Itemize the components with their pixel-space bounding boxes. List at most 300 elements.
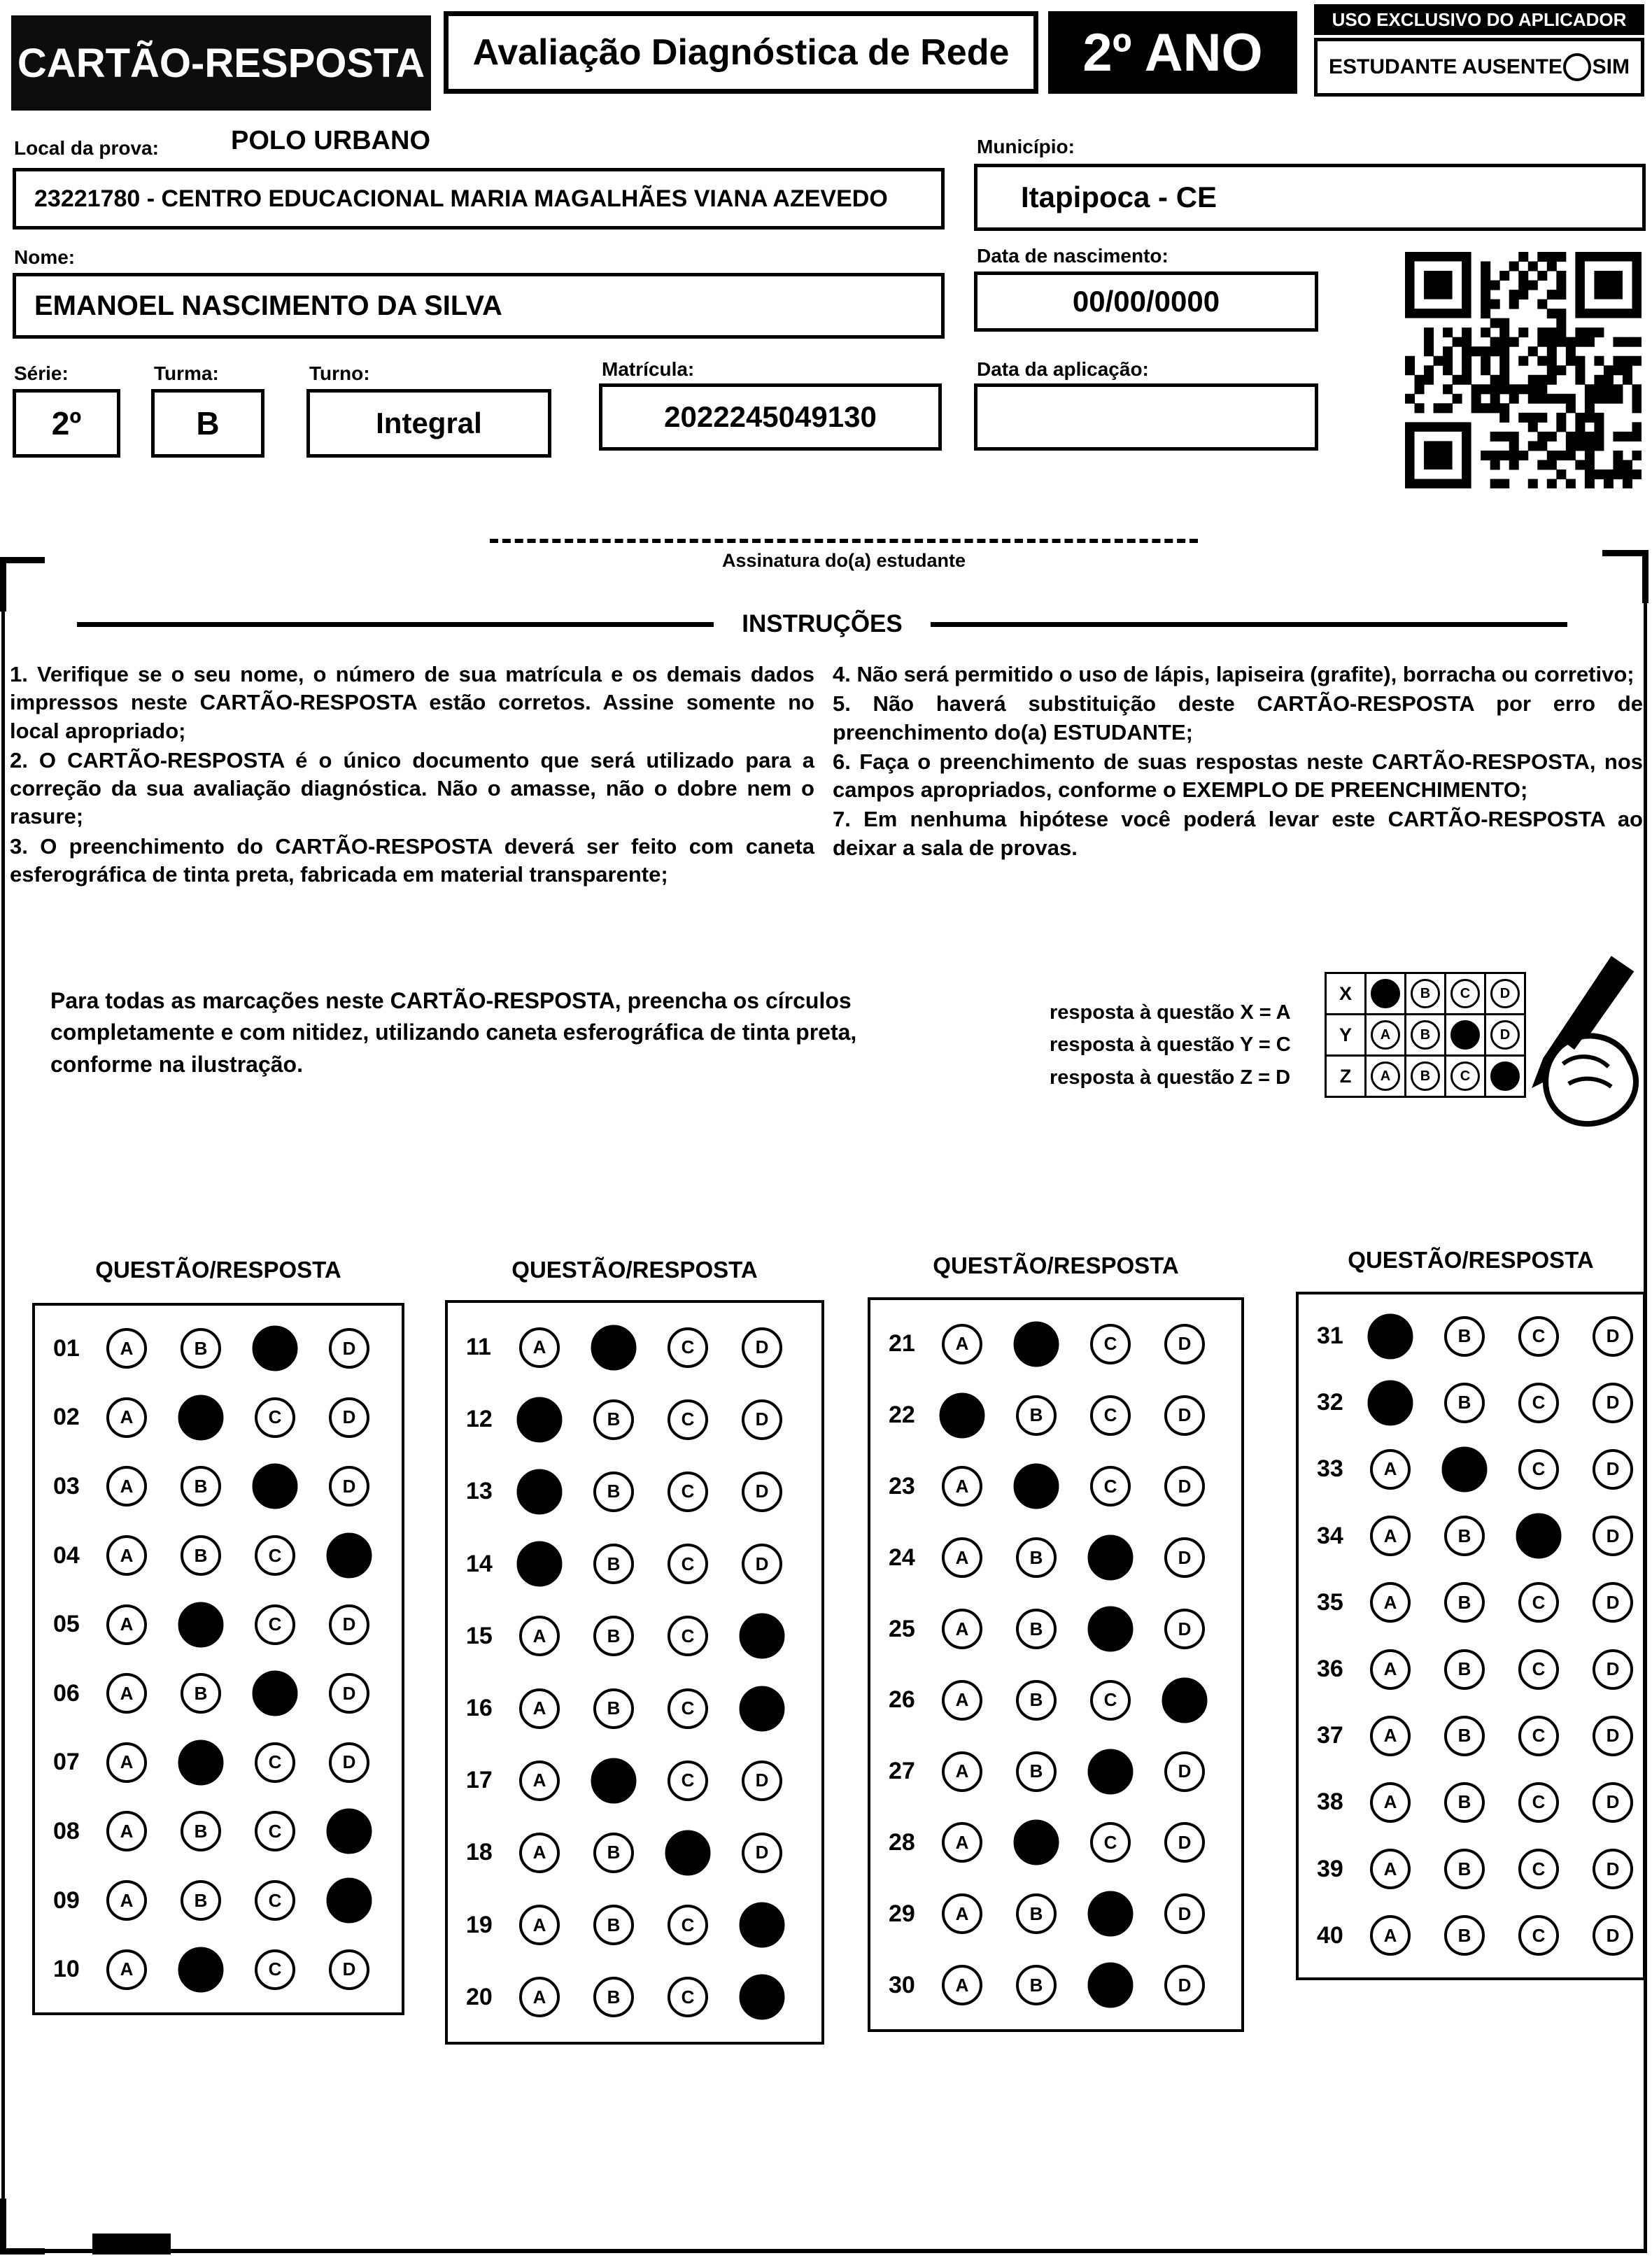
instruction-item: 4. Não será permitido o uso de lápis, lapiseira (grafite), borracha ou corretivo; [833, 662, 1635, 686]
bubble-21-B[interactable]: B [1014, 1321, 1059, 1367]
bubble-09-D[interactable]: D [327, 1878, 372, 1924]
bubble-10-B[interactable]: B [178, 1947, 224, 1992]
bubble-37-A[interactable]: A [1370, 1716, 1411, 1756]
bubble-03-B[interactable]: B [181, 1466, 221, 1506]
student-absent-box [1314, 38, 1644, 97]
answer-row [1299, 1516, 1643, 1556]
bubble-18-B[interactable]: B [593, 1833, 634, 1873]
bubble-30-B[interactable]: B [1016, 1965, 1057, 2005]
question-number: 17 [466, 1767, 493, 1794]
bubble-30-C[interactable]: C [1088, 1963, 1134, 2008]
bubble-17-B[interactable]: B [591, 1758, 637, 1803]
bubble-23-B[interactable]: B [1014, 1464, 1059, 1509]
bubble-28-A[interactable]: A [942, 1822, 982, 1863]
bubble-33-D[interactable]: D [1593, 1449, 1633, 1490]
bubble-37-C[interactable]: C [1518, 1716, 1559, 1756]
answer-row [870, 1395, 1241, 1436]
answer-row [35, 1949, 402, 1990]
example-bubble-Y-D: D [1490, 1020, 1520, 1050]
answer-row [870, 1965, 1241, 2005]
bubble-12-A[interactable]: A [517, 1397, 563, 1442]
bubble-29-B[interactable]: B [1016, 1893, 1057, 1934]
exam-title: Avaliação Diagnóstica de Rede [472, 32, 1010, 73]
bubble-27-C[interactable]: C [1088, 1749, 1134, 1794]
bubble-12-C[interactable]: C [668, 1399, 708, 1440]
bubble-13-D[interactable]: D [742, 1472, 782, 1512]
answers-header-1: QUESTÃO/RESPOSTA [95, 1257, 341, 1283]
matricula-field [599, 383, 942, 451]
question-number: 04 [53, 1541, 80, 1569]
bubble-01-C[interactable]: C [253, 1326, 298, 1371]
aplicador-strip-label: USO EXCLUSIVO DO APLICADOR [1332, 8, 1627, 30]
bubble-18-D[interactable]: D [742, 1833, 782, 1873]
instructions-right [833, 661, 1643, 863]
signature-line[interactable] [490, 539, 1198, 543]
bubble-07-D[interactable]: D [329, 1742, 369, 1783]
example-cell [1404, 1054, 1446, 1098]
example-bubble-Z-C: C [1450, 1061, 1480, 1091]
bubble-40-B[interactable]: B [1444, 1915, 1485, 1956]
question-number: 15 [466, 1622, 493, 1649]
example-bubble-Z-A: A [1371, 1061, 1400, 1091]
bubble-15-A[interactable]: A [519, 1616, 560, 1656]
top-right-crop-mark [1602, 550, 1649, 603]
heading-rule-right [931, 622, 1567, 627]
bubble-19-D[interactable]: D [740, 1903, 785, 1948]
bubble-40-D[interactable]: D [1593, 1915, 1633, 1956]
bubble-31-C[interactable]: C [1518, 1316, 1559, 1357]
answer-row [1299, 1649, 1643, 1690]
absent-option-label: SIM [1592, 55, 1630, 78]
example-legend-line: resposta à questão Z = D [1050, 1066, 1291, 1089]
bubble-04-C[interactable]: C [255, 1535, 295, 1576]
bubble-26-D[interactable]: D [1162, 1677, 1208, 1723]
instruction-item: 3. O preenchimento do CARTÃO-RESPOSTA deverá ser feito com caneta esferográfica de tinta preta, fabricada em material transparente; [10, 833, 814, 887]
answer-row [448, 1977, 821, 2017]
bubble-38-C[interactable]: C [1518, 1782, 1559, 1823]
bubble-35-B[interactable]: B [1444, 1582, 1485, 1623]
question-number: 09 [53, 1886, 80, 1914]
question-number: 07 [53, 1749, 80, 1776]
bubble-30-A[interactable]: A [942, 1965, 982, 2005]
question-number: 39 [1317, 1855, 1343, 1882]
example-bubble-Y-A: A [1371, 1020, 1400, 1050]
bubble-38-B[interactable]: B [1444, 1782, 1485, 1823]
bubble-31-D[interactable]: D [1593, 1316, 1633, 1357]
data-aplicacao-label: Data da aplicação: [977, 358, 1149, 380]
bubble-35-A[interactable]: A [1370, 1582, 1411, 1623]
turma-field [151, 389, 264, 458]
bubble-39-C[interactable]: C [1518, 1849, 1559, 1889]
aplicador-strip [1314, 4, 1644, 35]
bubble-03-A[interactable]: A [106, 1466, 147, 1506]
bubble-07-B[interactable]: B [178, 1740, 224, 1785]
bubble-11-C[interactable]: C [668, 1327, 708, 1368]
bubble-09-A[interactable]: A [106, 1880, 147, 1921]
bubble-19-A[interactable]: A [519, 1905, 560, 1945]
bubble-36-A[interactable]: A [1370, 1649, 1411, 1690]
nome-value: EMANOEL NASCIMENTO DA SILVA [34, 290, 502, 321]
bubble-16-A[interactable]: A [519, 1688, 560, 1729]
bubble-34-B[interactable]: B [1444, 1516, 1485, 1556]
answer-grid-2 [445, 1300, 824, 2045]
bubble-01-B[interactable]: B [181, 1328, 221, 1369]
bubble-07-C[interactable]: C [255, 1742, 295, 1783]
bubble-18-C[interactable]: C [665, 1830, 711, 1875]
answer-row [448, 1327, 821, 1368]
bubble-05-B[interactable]: B [178, 1602, 224, 1647]
bubble-39-D[interactable]: D [1593, 1849, 1633, 1889]
serie-label: Série: [14, 362, 69, 384]
bubble-17-D[interactable]: D [742, 1760, 782, 1801]
bubble-31-A[interactable]: A [1368, 1313, 1413, 1359]
question-number: 33 [1317, 1455, 1343, 1483]
bubble-16-D[interactable]: D [740, 1686, 785, 1731]
bubble-03-D[interactable]: D [329, 1466, 369, 1506]
bubble-06-D[interactable]: D [329, 1673, 369, 1714]
question-number: 10 [53, 1956, 80, 1983]
example-legend [1050, 996, 1291, 1094]
bubble-21-C[interactable]: C [1090, 1324, 1131, 1364]
bubble-39-B[interactable]: B [1444, 1849, 1485, 1889]
bubble-30-D[interactable]: D [1164, 1965, 1205, 2005]
bubble-29-D[interactable]: D [1164, 1893, 1205, 1934]
bubble-07-A[interactable]: A [106, 1742, 147, 1783]
question-number: 08 [53, 1817, 80, 1844]
answer-row [35, 1604, 402, 1645]
bubble-27-B[interactable]: B [1016, 1751, 1057, 1792]
bubble-38-D[interactable]: D [1593, 1782, 1633, 1823]
question-number: 34 [1317, 1522, 1343, 1549]
bubble-23-A[interactable]: A [942, 1466, 982, 1506]
answer-row [1299, 1849, 1643, 1889]
bubble-14-A[interactable]: A [517, 1541, 563, 1587]
bubble-11-A[interactable]: A [519, 1327, 560, 1368]
example-row-label: Z [1325, 1054, 1367, 1098]
heading-rule-left [77, 622, 714, 627]
example-cell [1444, 1013, 1486, 1057]
question-number: 02 [53, 1404, 80, 1431]
matricula-label: Matrícula: [602, 358, 695, 380]
data-nascimento-value: 00/00/0000 [1072, 285, 1220, 318]
answer-grid-1 [32, 1303, 404, 2015]
example-cell [1364, 972, 1406, 1015]
bubble-27-D[interactable]: D [1164, 1751, 1205, 1792]
bubble-19-B[interactable]: B [593, 1905, 634, 1945]
answer-row [448, 1544, 821, 1584]
bubble-04-B[interactable]: B [181, 1535, 221, 1576]
bubble-09-B[interactable]: B [181, 1880, 221, 1921]
card-title: CARTÃO-RESPOSTA [17, 40, 425, 86]
example-bubble-Y-C: C [1450, 1020, 1480, 1050]
bubble-13-C[interactable]: C [668, 1472, 708, 1512]
bubble-15-B[interactable]: B [593, 1616, 634, 1656]
bubble-34-A[interactable]: A [1370, 1516, 1411, 1556]
answer-row [35, 1673, 402, 1714]
question-number: 38 [1317, 1788, 1343, 1816]
answer-row [870, 1609, 1241, 1649]
bottom-left-crop-mark [0, 2199, 45, 2255]
bubble-09-C[interactable]: C [255, 1880, 295, 1921]
example-cell [1404, 972, 1446, 1015]
example-bubble-Y-B: B [1411, 1020, 1440, 1050]
question-number: 01 [53, 1334, 80, 1362]
example-row-label: Y [1325, 1013, 1367, 1057]
bubble-37-D[interactable]: D [1593, 1716, 1633, 1756]
bubble-40-A[interactable]: A [1370, 1915, 1411, 1956]
example-row-label: X [1325, 972, 1367, 1015]
bubble-24-A[interactable]: A [942, 1537, 982, 1578]
bubble-25-D[interactable]: D [1164, 1609, 1205, 1649]
bubble-33-B[interactable]: B [1442, 1446, 1488, 1492]
bubble-23-C[interactable]: C [1090, 1466, 1131, 1506]
nome-label: Nome: [14, 246, 76, 268]
answers-header-3: QUESTÃO/RESPOSTA [933, 1253, 1179, 1278]
registration-mark [92, 2234, 171, 2255]
answer-row [35, 1742, 402, 1783]
bubble-02-B[interactable]: B [178, 1395, 224, 1440]
bubble-15-C[interactable]: C [668, 1616, 708, 1656]
bubble-28-D[interactable]: D [1164, 1822, 1205, 1863]
question-number: 23 [889, 1472, 915, 1500]
bubble-31-B[interactable]: B [1444, 1316, 1485, 1357]
example-cell [1404, 1013, 1446, 1057]
instructions-title: INSTRUÇÕES [742, 610, 903, 637]
bubble-02-A[interactable]: A [106, 1397, 147, 1438]
matricula-value: 2022245049130 [664, 400, 877, 433]
question-number: 22 [889, 1402, 915, 1429]
bubble-10-A[interactable]: A [106, 1949, 147, 1990]
bubble-24-C[interactable]: C [1088, 1535, 1134, 1581]
bubble-14-D[interactable]: D [742, 1544, 782, 1584]
bubble-21-D[interactable]: D [1164, 1324, 1205, 1364]
question-number: 11 [466, 1334, 491, 1361]
card-title-box [11, 15, 431, 111]
bubble-33-C[interactable]: C [1518, 1449, 1559, 1490]
bubble-05-C[interactable]: C [255, 1604, 295, 1645]
question-number: 12 [466, 1406, 493, 1433]
bubble-01-A[interactable]: A [106, 1328, 147, 1369]
bubble-32-A[interactable]: A [1368, 1380, 1413, 1425]
answer-row [1299, 1383, 1643, 1423]
bubble-26-A[interactable]: A [942, 1680, 982, 1721]
bubble-22-D[interactable]: D [1164, 1395, 1205, 1436]
question-number: 29 [889, 1900, 915, 1927]
answer-row [35, 1535, 402, 1576]
question-number: 14 [466, 1550, 493, 1577]
answer-row [870, 1822, 1241, 1863]
bubble-02-C[interactable]: C [255, 1397, 295, 1438]
bubble-08-C[interactable]: C [255, 1811, 295, 1851]
turma-label: Turma: [154, 362, 219, 384]
bubble-16-C[interactable]: C [668, 1688, 708, 1729]
example-cell [1364, 1013, 1406, 1057]
question-number: 19 [466, 1911, 493, 1938]
answer-row [870, 1680, 1241, 1721]
bubble-28-C[interactable]: C [1090, 1822, 1131, 1863]
absent-bubble[interactable] [1563, 53, 1591, 81]
bubble-08-A[interactable]: A [106, 1811, 147, 1851]
bubble-13-A[interactable]: A [517, 1469, 563, 1514]
turno-field [306, 389, 551, 458]
bubble-04-D[interactable]: D [327, 1533, 372, 1579]
example-bubble-X-B: B [1411, 979, 1440, 1008]
bubble-27-A[interactable]: A [942, 1751, 982, 1792]
bubble-22-B[interactable]: B [1016, 1395, 1057, 1436]
bubble-19-C[interactable]: C [668, 1905, 708, 1945]
bubble-05-D[interactable]: D [329, 1604, 369, 1645]
bubble-10-D[interactable]: D [329, 1949, 369, 1990]
bubble-24-B[interactable]: B [1016, 1537, 1057, 1578]
answer-row [448, 1688, 821, 1729]
bubble-32-C[interactable]: C [1518, 1383, 1559, 1423]
nome-field [13, 273, 945, 339]
bubble-06-C[interactable]: C [253, 1671, 298, 1716]
answer-row [1299, 1716, 1643, 1756]
grade-label: 2º ANO [1082, 22, 1263, 83]
bubble-34-C[interactable]: C [1516, 1513, 1562, 1559]
question-number: 05 [53, 1611, 80, 1638]
bubble-36-D[interactable]: D [1593, 1649, 1633, 1690]
example-bubble-Z-B: B [1411, 1061, 1440, 1091]
answer-row [448, 1905, 821, 1945]
bubble-24-D[interactable]: D [1164, 1537, 1205, 1578]
answer-row [870, 1324, 1241, 1364]
answer-row [35, 1328, 402, 1369]
question-number: 03 [53, 1472, 80, 1500]
question-number: 18 [466, 1839, 493, 1866]
bubble-11-B[interactable]: B [591, 1325, 637, 1370]
bubble-25-A[interactable]: A [942, 1609, 982, 1649]
example-legend-line: resposta à questão Y = C [1050, 1033, 1291, 1057]
bubble-16-B[interactable]: B [593, 1688, 634, 1729]
answer-row [870, 1466, 1241, 1506]
bubble-23-D[interactable]: D [1164, 1466, 1205, 1506]
bubble-18-A[interactable]: A [519, 1833, 560, 1873]
bubble-06-B[interactable]: B [181, 1673, 221, 1714]
question-number: 35 [1317, 1588, 1343, 1616]
bubble-39-A[interactable]: A [1370, 1849, 1411, 1889]
bubble-11-D[interactable]: D [742, 1327, 782, 1368]
serie-value: 2º [51, 405, 82, 442]
signature-label: Assinatura do(a) estudante [721, 550, 966, 571]
bubble-38-A[interactable]: A [1370, 1782, 1411, 1823]
example-bubble-X-D: D [1490, 979, 1520, 1008]
hand-pen-illustration [1489, 953, 1652, 1131]
bubble-35-C[interactable]: C [1518, 1582, 1559, 1623]
answer-row [1299, 1316, 1643, 1357]
question-number: 13 [466, 1478, 493, 1505]
bubble-02-D[interactable]: D [329, 1397, 369, 1438]
bubble-08-B[interactable]: B [181, 1811, 221, 1851]
bubble-05-A[interactable]: A [106, 1604, 147, 1645]
example-cell [1444, 972, 1486, 1015]
bubble-32-B[interactable]: B [1444, 1383, 1485, 1423]
bubble-08-D[interactable]: D [327, 1809, 372, 1854]
bubble-20-B[interactable]: B [593, 1977, 634, 2017]
bubble-29-A[interactable]: A [942, 1893, 982, 1934]
bubble-37-B[interactable]: B [1444, 1716, 1485, 1756]
bubble-01-D[interactable]: D [329, 1328, 369, 1369]
bubble-15-D[interactable]: D [740, 1614, 785, 1659]
bubble-33-A[interactable]: A [1370, 1449, 1411, 1490]
answer-row [448, 1833, 821, 1873]
question-number: 27 [889, 1758, 915, 1785]
bubble-03-C[interactable]: C [253, 1464, 298, 1509]
bubble-34-D[interactable]: D [1593, 1516, 1633, 1556]
answers-header-2: QUESTÃO/RESPOSTA [511, 1257, 758, 1283]
answer-row [448, 1616, 821, 1656]
question-number: 25 [889, 1615, 915, 1642]
instruction-item: 2. O CARTÃO-RESPOSTA é o único documento que será utilizado para a correção da sua avaliação diagnóstica. Não o amasse, não o dobre nem o rasure; [10, 747, 814, 829]
bubble-29-C[interactable]: C [1088, 1891, 1134, 1937]
answer-row [870, 1751, 1241, 1792]
answer-row [870, 1537, 1241, 1578]
question-number: 16 [466, 1695, 493, 1722]
grade-box [1048, 11, 1297, 94]
answer-row [1299, 1915, 1643, 1956]
question-number: 28 [889, 1828, 915, 1856]
answer-row [448, 1399, 821, 1440]
bubble-20-D[interactable]: D [740, 1975, 785, 2020]
bubble-13-B[interactable]: B [593, 1472, 634, 1512]
answer-row [1299, 1449, 1643, 1490]
bubble-12-B[interactable]: B [593, 1399, 634, 1440]
data-aplicacao-field [974, 383, 1318, 451]
bubble-10-C[interactable]: C [255, 1949, 295, 1990]
bubble-12-D[interactable]: D [742, 1399, 782, 1440]
answer-row [448, 1760, 821, 1801]
bubble-14-B[interactable]: B [593, 1544, 634, 1584]
bubble-06-A[interactable]: A [106, 1673, 147, 1714]
example-bubble-X-A: A [1371, 979, 1400, 1008]
bubble-21-A[interactable]: A [942, 1324, 982, 1364]
bubble-25-C[interactable]: C [1088, 1607, 1134, 1652]
bubble-04-A[interactable]: A [106, 1535, 147, 1576]
bubble-32-D[interactable]: D [1593, 1383, 1633, 1423]
example-bubble-X-C: C [1450, 979, 1480, 1008]
question-number: 36 [1317, 1656, 1343, 1683]
bubble-36-C[interactable]: C [1518, 1649, 1559, 1690]
answer-row [35, 1397, 402, 1438]
instruction-item: 5. Não haverá substituição deste CARTÃO-RESPOSTA por erro de preenchimento do(a) ESTUDANTE; [833, 691, 1643, 745]
turno-label: Turno: [309, 362, 370, 384]
bubble-20-C[interactable]: C [668, 1977, 708, 2017]
exam-title-box [444, 11, 1038, 94]
question-number: 30 [889, 1971, 915, 1998]
instructions-heading [77, 610, 1567, 638]
bubble-17-A[interactable]: A [519, 1760, 560, 1801]
bubble-26-C[interactable]: C [1090, 1680, 1131, 1721]
bubble-40-C[interactable]: C [1518, 1915, 1559, 1956]
bubble-22-C[interactable]: C [1090, 1395, 1131, 1436]
bubble-14-C[interactable]: C [668, 1544, 708, 1584]
bubble-25-B[interactable]: B [1016, 1609, 1057, 1649]
bubble-26-B[interactable]: B [1016, 1680, 1057, 1721]
bubble-17-C[interactable]: C [668, 1760, 708, 1801]
bubble-20-A[interactable]: A [519, 1977, 560, 2017]
bubble-28-B[interactable]: B [1014, 1820, 1059, 1865]
bubble-36-B[interactable]: B [1444, 1649, 1485, 1690]
bubble-22-A[interactable]: A [940, 1392, 985, 1438]
bubble-35-D[interactable]: D [1593, 1582, 1633, 1623]
question-number: 20 [466, 1983, 493, 2010]
answers-header-4: QUESTÃO/RESPOSTA [1348, 1247, 1594, 1273]
top-left-crop-mark [0, 557, 45, 612]
answer-grid-4 [1296, 1292, 1646, 1980]
example-legend-line: resposta à questão X = A [1050, 1001, 1291, 1024]
turno-value: Integral [376, 407, 482, 439]
